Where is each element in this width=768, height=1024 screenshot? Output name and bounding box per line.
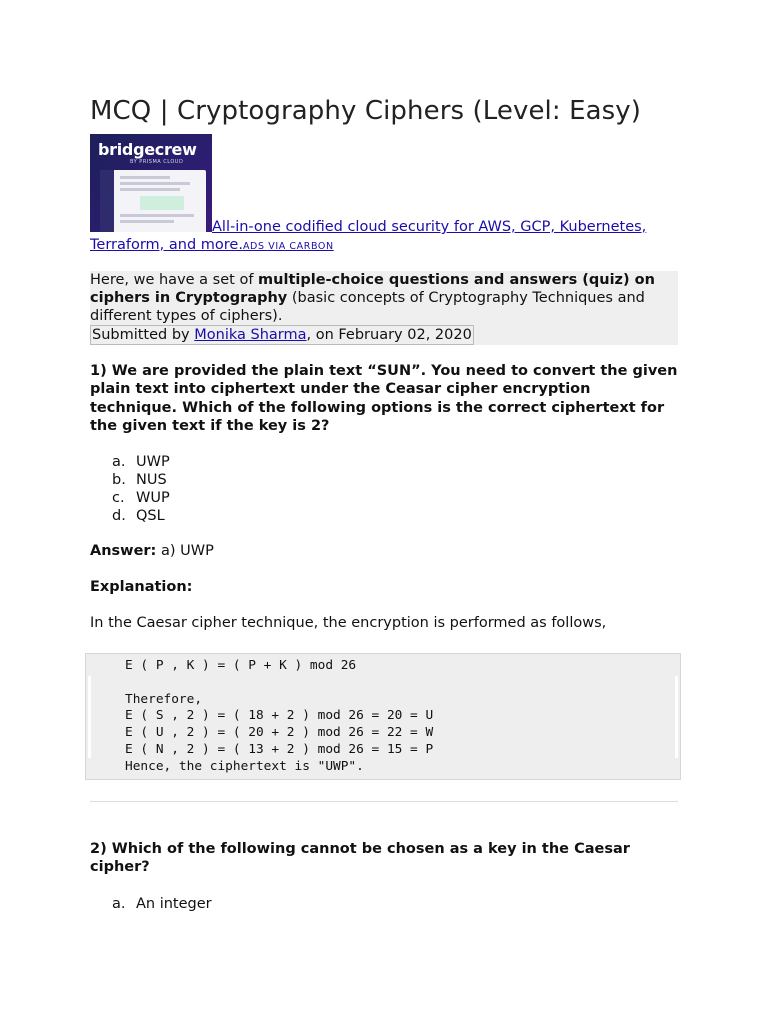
ad-via-link[interactable]: ADS VIA CARBON xyxy=(242,241,334,252)
option-d: d. QSL xyxy=(112,508,165,524)
ad-link[interactable]: All-in-one codified cloud security for AWS, GCP, Kubernetes, Terraform, and more. xyxy=(90,219,647,253)
ad-text xyxy=(90,218,680,256)
question-1: 1) We are provided the plain text “SUN”. You need to convert the given plain text into ciphertext under the Ceasar cipher encryption technique. Which of the following options is the correct ciphertext for the given text if the key is 2? xyxy=(90,363,678,434)
intro-bold: multiple-choice questions and answers (quiz) on ciphers in Cryptography xyxy=(90,272,655,306)
question-2-options xyxy=(112,895,212,913)
option-c: c. WUP xyxy=(112,490,170,506)
page-title: MCQ | Cryptography Ciphers (Level: Easy) xyxy=(90,96,642,126)
question-1-options xyxy=(112,453,170,525)
intro-suffix: (basic concepts of Cryptography Techniques and different types of ciphers). xyxy=(90,290,645,324)
author-link[interactable]: Monika Sharma xyxy=(194,327,307,343)
intro-prefix: Here, we have a set of xyxy=(90,272,259,288)
option-b: b. NUS xyxy=(112,472,167,488)
answer-label: Answer: xyxy=(90,543,157,559)
submitted-prefix: Submitted by xyxy=(92,327,195,343)
ad-logo: bridgecrew xyxy=(98,140,197,159)
ad-logo-sub: BY PRISMA CLOUD xyxy=(130,159,184,165)
submitted-date: , on February 02, 2020 xyxy=(306,327,472,343)
code-content: E ( P , K ) = ( P + K ) mod 26 Therefore, E ( S , 2 ) = ( 18 + 2 ) mod 26 = 20 = U E ( U , 2 ) = ( 20 + 2 ) mod 26 = 22 = W E ( N , 2 ) = ( 13 + 2 ) mod 26 = 15 = P Hence, the ciphertext is "UWP". xyxy=(125,658,434,774)
answer-value: a) UWP xyxy=(156,543,214,559)
intro-block xyxy=(90,271,678,345)
question-2: 2) Which of the following cannot be chosen as a key in the Caesar cipher? xyxy=(90,841,630,876)
option-a: a. An integer xyxy=(112,896,212,912)
intro-text xyxy=(90,271,678,325)
explanation-heading: Explanation: xyxy=(90,579,193,595)
submitted-by xyxy=(90,325,474,345)
explanation-text: In the Caesar cipher technique, the encryption is performed as follows, xyxy=(90,615,607,631)
answer xyxy=(90,543,214,559)
divider xyxy=(90,801,678,802)
option-a: a. UWP xyxy=(112,454,170,470)
code-block xyxy=(85,653,681,780)
